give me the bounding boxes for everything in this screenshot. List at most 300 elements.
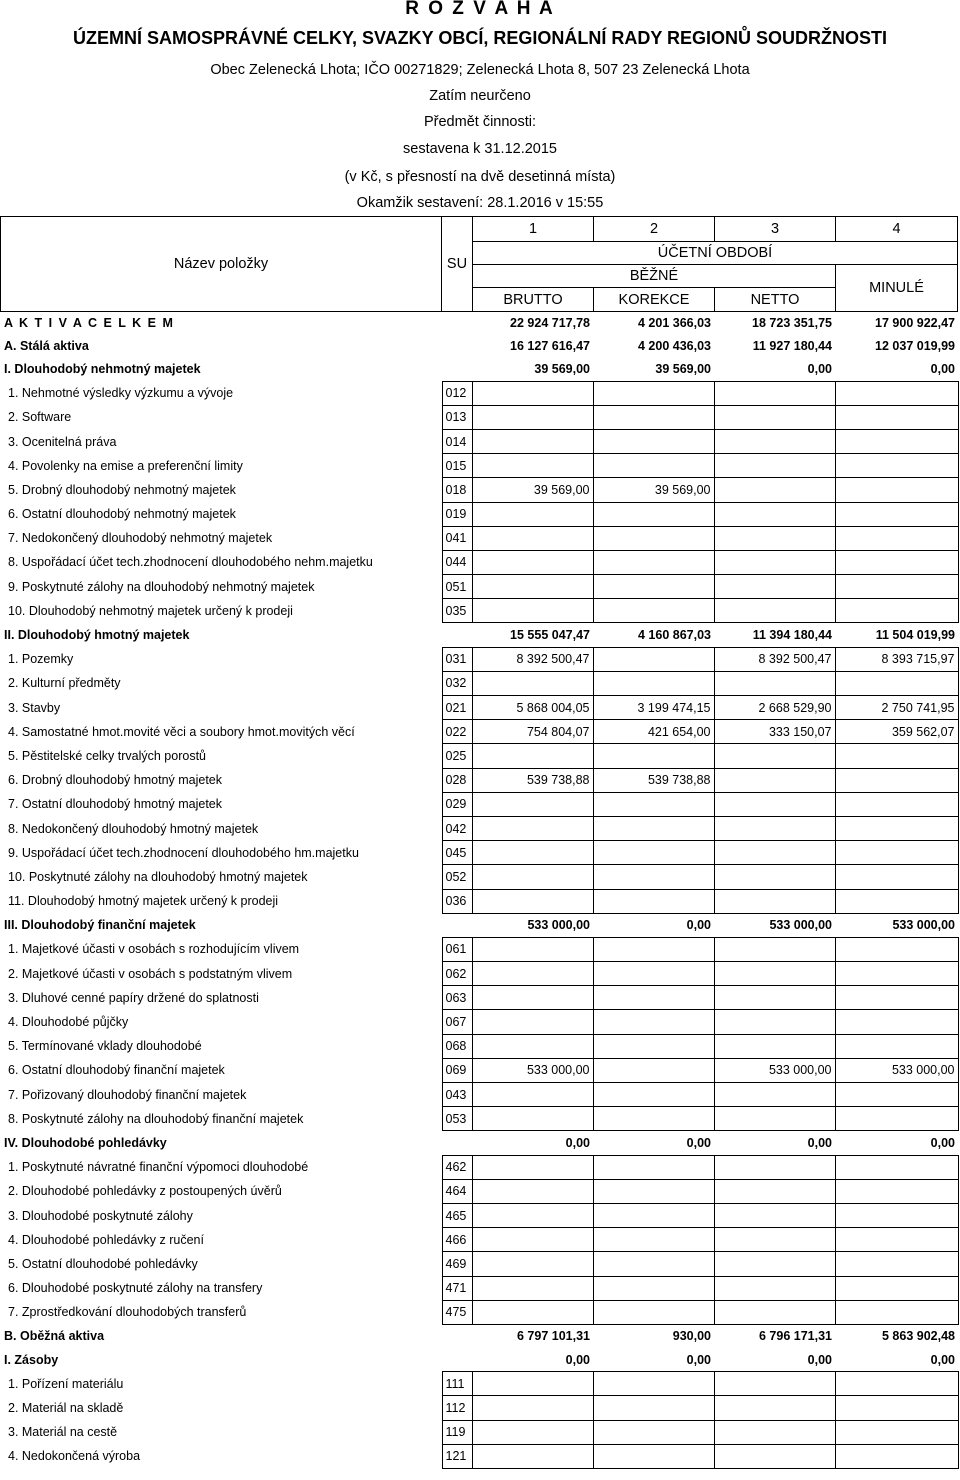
- row-korekce: [593, 937, 714, 961]
- row-minule: [835, 816, 958, 840]
- row-su: 032: [442, 671, 472, 695]
- row-name: 1. Pořízení materiálu: [8, 1376, 124, 1391]
- row-brutto: [472, 526, 593, 550]
- row-brutto: [472, 599, 593, 623]
- brutto-header: BRUTTO: [472, 287, 594, 312]
- table-row: [0, 526, 958, 550]
- row-korekce: [593, 841, 714, 865]
- table-row: [0, 1107, 958, 1131]
- row-minule: 8 393 715,97: [835, 647, 958, 671]
- row-netto: [714, 986, 835, 1010]
- row-minule: [835, 1034, 958, 1058]
- row-name: III. Dlouhodobý finanční majetek: [4, 918, 196, 933]
- row-su: 069: [442, 1058, 472, 1082]
- row-korekce: [593, 1010, 714, 1034]
- row-minule: 5 863 902,48: [882, 1329, 955, 1344]
- row-minule: [835, 937, 958, 961]
- row-su: 053: [442, 1107, 472, 1131]
- row-name: A K T I V A C E L K E M: [4, 315, 175, 330]
- row-netto: [714, 962, 835, 986]
- row-name: 5. Ostatní dlouhodobé pohledávky: [8, 1256, 198, 1271]
- row-minule: [835, 575, 958, 599]
- row-su: [442, 311, 472, 334]
- row-name: 6. Ostatní dlouhodobý finanční majetek: [8, 1063, 225, 1078]
- row-minule: 12 037 019,99: [875, 338, 955, 353]
- table-row: [0, 478, 958, 502]
- row-brutto: [472, 986, 593, 1010]
- row-su: 012: [442, 381, 472, 405]
- row-brutto: 0,00: [565, 1135, 590, 1150]
- row-name: 2. Kulturní předměty: [8, 676, 121, 691]
- row-su: 044: [442, 550, 472, 574]
- row-minule: [835, 1252, 958, 1276]
- row-korekce: [593, 381, 714, 405]
- row-korekce: [593, 1420, 714, 1444]
- row-korekce: [593, 1083, 714, 1107]
- row-netto: [714, 1252, 835, 1276]
- row-su: 035: [442, 599, 472, 623]
- row-brutto: [472, 1034, 593, 1058]
- row-minule: [835, 986, 958, 1010]
- row-brutto: [472, 1372, 593, 1396]
- row-su: 062: [442, 962, 472, 986]
- row-brutto: 539 738,88: [472, 768, 593, 792]
- column-su-header: SU: [441, 216, 473, 312]
- row-name: 2. Materiál na skladě: [8, 1401, 124, 1416]
- document-subtitle: ÚZEMNÍ SAMOSPRÁVNÉ CELKY, SVAZKY OBCÍ, REGIONÁLNÍ RADY REGIONŮ SOUDRŽNOSTI: [72, 28, 888, 48]
- row-netto: [714, 937, 835, 961]
- row-netto: [714, 1179, 835, 1203]
- table-row: [0, 1034, 958, 1058]
- row-netto: [714, 744, 835, 768]
- row-netto: 11 394 180,44: [752, 628, 832, 643]
- table-group-row: [0, 311, 958, 334]
- row-minule: [835, 792, 958, 816]
- row-name: 6. Dlouhodobé poskytnuté zálohy na transfery: [8, 1281, 263, 1296]
- row-name: 1. Nehmotné výsledky výzkumu a vývoje: [8, 386, 234, 401]
- row-name: I. Dlouhodobý nehmotný majetek: [4, 362, 201, 377]
- row-minule: 2 750 741,95: [835, 696, 958, 720]
- netto-header: NETTO: [714, 287, 836, 312]
- row-korekce: [593, 1179, 714, 1203]
- table-row: [0, 720, 958, 744]
- row-netto: [714, 1203, 835, 1227]
- table-row: [0, 381, 958, 405]
- row-su: [442, 1324, 472, 1348]
- row-netto: [714, 429, 835, 453]
- row-netto: [714, 768, 835, 792]
- row-brutto: [472, 841, 593, 865]
- row-su: 025: [442, 744, 472, 768]
- row-name: 7. Zprostředkování dlouhodobých transferů: [8, 1305, 247, 1320]
- row-netto: 11 927 180,44: [752, 338, 832, 353]
- row-brutto: [472, 1179, 593, 1203]
- row-su: 462: [442, 1155, 472, 1179]
- row-korekce: [593, 1300, 714, 1324]
- table-group-row: [0, 1348, 958, 1372]
- row-su: [442, 913, 472, 937]
- row-minule: [835, 744, 958, 768]
- row-name: 8. Poskytnuté zálohy na dlouhodobý finanční majetek: [8, 1111, 304, 1126]
- row-brutto: 533 000,00: [527, 918, 590, 933]
- table-row: [0, 962, 958, 986]
- column-number-1: 1: [472, 216, 594, 242]
- row-name: 1. Majetkové účasti v osobách s rozhodujícím vlivem: [8, 942, 300, 957]
- previous-period-header: MINULÉ: [835, 264, 958, 312]
- table-row: [0, 744, 958, 768]
- row-su: [442, 357, 472, 381]
- row-su: [442, 623, 472, 647]
- column-number-3: 3: [714, 216, 836, 242]
- row-brutto: [472, 1276, 593, 1300]
- row-minule: [835, 1107, 958, 1131]
- row-su: [442, 1348, 472, 1372]
- row-su: 052: [442, 865, 472, 889]
- row-name: 5. Pěstitelské celky trvalých porostů: [8, 748, 206, 763]
- row-netto: [714, 1276, 835, 1300]
- row-brutto: 22 924 717,78: [510, 315, 590, 330]
- row-brutto: 5 868 004,05: [472, 696, 593, 720]
- row-minule: [835, 865, 958, 889]
- table-group-row: [0, 1131, 958, 1155]
- row-minule: [835, 1396, 958, 1420]
- row-su: 471: [442, 1276, 472, 1300]
- table-row: [0, 937, 958, 961]
- row-netto: [714, 1444, 835, 1468]
- row-name: 10. Poskytnuté zálohy na dlouhodobý hmotný majetek: [8, 869, 308, 884]
- row-korekce: [593, 816, 714, 840]
- row-minule: 0,00: [930, 1352, 955, 1367]
- row-korekce: [593, 1058, 714, 1082]
- row-su: 063: [442, 986, 472, 1010]
- units-note: (v Kč, s přesností na dvě desetinná místa): [344, 169, 616, 185]
- row-minule: 11 504 019,99: [875, 628, 955, 643]
- table-row: [0, 575, 958, 599]
- row-korekce: [593, 575, 714, 599]
- row-su: 021: [442, 696, 472, 720]
- row-su: 014: [442, 429, 472, 453]
- table-row: [0, 1396, 958, 1420]
- row-brutto: [472, 937, 593, 961]
- row-name: 5. Termínované vklady dlouhodobé: [8, 1039, 202, 1054]
- row-brutto: [472, 865, 593, 889]
- table-group-row: [0, 623, 958, 647]
- row-su: 068: [442, 1034, 472, 1058]
- row-korekce: 4 160 867,03: [638, 628, 711, 643]
- row-brutto: [472, 671, 593, 695]
- column-number-2: 2: [593, 216, 715, 242]
- row-brutto: 39 569,00: [472, 478, 593, 502]
- row-minule: [835, 550, 958, 574]
- row-netto: [714, 575, 835, 599]
- row-netto: 18 723 351,75: [752, 315, 832, 330]
- row-su: 022: [442, 720, 472, 744]
- row-netto: [714, 381, 835, 405]
- row-name: 3. Dluhové cenné papíry držené do splatnosti: [8, 990, 259, 1005]
- status-line: Zatím neurčeno: [429, 88, 531, 104]
- row-netto: [714, 550, 835, 574]
- row-name: 6. Ostatní dlouhodobý nehmotný majetek: [8, 507, 236, 522]
- row-su: 121: [442, 1444, 472, 1468]
- row-korekce: [593, 502, 714, 526]
- row-su: 061: [442, 937, 472, 961]
- row-minule: 533 000,00: [835, 1058, 958, 1082]
- row-su: 041: [442, 526, 472, 550]
- row-minule: [835, 1228, 958, 1252]
- row-name: 9. Uspořádací účet tech.zhodnocení dlouhodobého hm.majetku: [8, 845, 359, 860]
- row-netto: [714, 1372, 835, 1396]
- row-name: 3. Materiál na cestě: [8, 1425, 118, 1440]
- row-name: 1. Pozemky: [8, 652, 74, 667]
- row-name: II. Dlouhodobý hmotný majetek: [4, 628, 190, 643]
- activity-line: Předmět činnosti:: [423, 114, 537, 130]
- row-netto: 0,00: [807, 361, 832, 376]
- row-minule: [835, 841, 958, 865]
- row-korekce: 4 200 436,03: [638, 338, 711, 353]
- row-netto: [714, 454, 835, 478]
- row-korekce: 39 569,00: [655, 361, 711, 376]
- row-minule: [835, 526, 958, 550]
- row-su: [442, 1131, 472, 1155]
- row-minule: [835, 381, 958, 405]
- row-korekce: [593, 889, 714, 913]
- row-minule: 0,00: [930, 1135, 955, 1150]
- accounting-period-header: ÚČETNÍ OBDOBÍ: [472, 241, 958, 265]
- row-brutto: 15 555 047,47: [510, 628, 590, 643]
- table-row: [0, 550, 958, 574]
- row-su: 031: [442, 647, 472, 671]
- row-brutto: [472, 454, 593, 478]
- row-netto: 0,00: [807, 1352, 832, 1367]
- table-row: [0, 865, 958, 889]
- row-su: 013: [442, 405, 472, 429]
- column-number-4: 4: [835, 216, 958, 242]
- row-netto: 6 796 171,31: [759, 1329, 832, 1344]
- row-netto: [714, 671, 835, 695]
- table-row: [0, 429, 958, 453]
- table-group-row: [0, 334, 958, 357]
- table-row: [0, 1058, 958, 1082]
- row-korekce: 421 654,00: [593, 720, 714, 744]
- row-korekce: 539 738,88: [593, 768, 714, 792]
- row-netto: [714, 1034, 835, 1058]
- table-group-row: [0, 1324, 958, 1348]
- row-minule: [835, 1155, 958, 1179]
- row-su: 464: [442, 1179, 472, 1203]
- row-netto: [714, 841, 835, 865]
- table-row: [0, 696, 958, 720]
- row-name: 11. Dlouhodobý hmotný majetek určený k prodeji: [8, 894, 279, 909]
- row-name: 7. Pořizovaný dlouhodobý finanční majetek: [8, 1087, 247, 1102]
- table-row: [0, 647, 958, 671]
- table-row: [0, 1228, 958, 1252]
- row-korekce: [593, 429, 714, 453]
- row-name: B. Oběžná aktiva: [4, 1329, 105, 1344]
- row-netto: [714, 526, 835, 550]
- table-row: [0, 405, 958, 429]
- row-brutto: [472, 962, 593, 986]
- row-brutto: [472, 792, 593, 816]
- korekce-header: KOREKCE: [593, 287, 715, 312]
- row-brutto: [472, 1155, 593, 1179]
- row-netto: [714, 599, 835, 623]
- row-brutto: [472, 1444, 593, 1468]
- row-netto: 533 000,00: [769, 918, 832, 933]
- row-name: 9. Poskytnuté zálohy na dlouhodobý nehmotný majetek: [8, 579, 315, 594]
- row-netto: [714, 1083, 835, 1107]
- table-row: [0, 454, 958, 478]
- row-netto: [714, 1107, 835, 1131]
- row-minule: [835, 768, 958, 792]
- row-su: 051: [442, 575, 472, 599]
- row-netto: 8 392 500,47: [714, 647, 835, 671]
- row-name: 4. Dlouhodobé půjčky: [8, 1015, 129, 1030]
- row-minule: 0,00: [930, 361, 955, 376]
- row-netto: 2 668 529,90: [714, 696, 835, 720]
- row-korekce: 0,00: [686, 1135, 711, 1150]
- row-korekce: [593, 986, 714, 1010]
- row-brutto: [472, 744, 593, 768]
- row-name: 8. Uspořádací účet tech.zhodnocení dlouhodobého nehm.majetku: [8, 555, 373, 570]
- row-korekce: [593, 1396, 714, 1420]
- row-name: 6. Drobný dlouhodobý hmotný majetek: [8, 773, 223, 788]
- row-brutto: [472, 1252, 593, 1276]
- row-minule: [835, 1203, 958, 1227]
- row-name: 8. Nedokončený dlouhodobý hmotný majetek: [8, 821, 259, 836]
- row-su: 475: [442, 1300, 472, 1324]
- row-netto: 0,00: [807, 1135, 832, 1150]
- row-brutto: [472, 405, 593, 429]
- table-row: [0, 1083, 958, 1107]
- row-netto: [714, 865, 835, 889]
- balance-sheet-rows: [0, 311, 958, 1469]
- row-name: 4. Samostatné hmot.movité věci a soubory hmot.movitých věcí: [8, 724, 355, 739]
- row-minule: [835, 889, 958, 913]
- row-korekce: [593, 1372, 714, 1396]
- row-name: 1. Poskytnuté návratné finanční výpomoci dlouhodobé: [8, 1160, 309, 1175]
- row-korekce: [593, 1228, 714, 1252]
- table-row: [0, 599, 958, 623]
- row-korekce: [593, 865, 714, 889]
- table-row: [0, 841, 958, 865]
- row-brutto: 39 569,00: [534, 361, 590, 376]
- row-name: 3. Ocenitelná práva: [8, 434, 117, 449]
- row-netto: 333 150,07: [714, 720, 835, 744]
- row-su: 019: [442, 502, 472, 526]
- compile-moment: Okamžik sestavení: 28.1.2016 v 15:55: [356, 195, 604, 211]
- row-brutto: [472, 381, 593, 405]
- table-row: [0, 1300, 958, 1324]
- row-korekce: 39 569,00: [593, 478, 714, 502]
- table-row: [0, 1420, 958, 1444]
- row-minule: [835, 1420, 958, 1444]
- row-netto: [714, 502, 835, 526]
- balance-sheet-table: [0, 311, 959, 1469]
- row-minule: [835, 405, 958, 429]
- row-brutto: [472, 575, 593, 599]
- row-name: I. Zásoby: [4, 1352, 59, 1367]
- row-brutto: 16 127 616,47: [510, 338, 590, 353]
- row-netto: [714, 1010, 835, 1034]
- row-su: 465: [442, 1203, 472, 1227]
- row-brutto: 6 797 101,31: [517, 1329, 590, 1344]
- row-korekce: [593, 671, 714, 695]
- row-minule: [835, 1276, 958, 1300]
- row-brutto: [472, 1107, 593, 1131]
- row-name: 3. Dlouhodobé poskytnuté zálohy: [8, 1208, 193, 1223]
- row-minule: [835, 1444, 958, 1468]
- row-su: 466: [442, 1228, 472, 1252]
- row-minule: [835, 599, 958, 623]
- row-minule: 533 000,00: [892, 918, 955, 933]
- row-brutto: [472, 1396, 593, 1420]
- table-row: [0, 1203, 958, 1227]
- row-korekce: [593, 1203, 714, 1227]
- row-korekce: [593, 1107, 714, 1131]
- row-name: 7. Nedokončený dlouhodobý nehmotný majetek: [8, 531, 273, 546]
- row-name: IV. Dlouhodobé pohledávky: [4, 1135, 167, 1150]
- row-minule: 359 562,07: [835, 720, 958, 744]
- row-brutto: [472, 1203, 593, 1227]
- row-brutto: [472, 1228, 593, 1252]
- row-korekce: [593, 647, 714, 671]
- row-brutto: [472, 1083, 593, 1107]
- row-brutto: [472, 502, 593, 526]
- row-su: 469: [442, 1252, 472, 1276]
- row-korekce: [593, 526, 714, 550]
- row-su: 042: [442, 816, 472, 840]
- row-korekce: 0,00: [686, 918, 711, 933]
- row-netto: [714, 1300, 835, 1324]
- row-name: 10. Dlouhodobý nehmotný majetek určený k prodeji: [8, 603, 293, 618]
- row-netto: [714, 792, 835, 816]
- row-minule: [835, 671, 958, 695]
- row-su: 112: [442, 1396, 472, 1420]
- row-minule: [835, 962, 958, 986]
- row-su: 067: [442, 1010, 472, 1034]
- row-su: 043: [442, 1083, 472, 1107]
- table-row: [0, 671, 958, 695]
- table-row: [0, 1372, 958, 1396]
- row-korekce: 4 201 366,03: [638, 315, 711, 330]
- table-row: [0, 1252, 958, 1276]
- table-group-row: [0, 357, 958, 381]
- row-brutto: [472, 1420, 593, 1444]
- row-brutto: 754 804,07: [472, 720, 593, 744]
- row-korekce: 0,00: [686, 1352, 711, 1367]
- row-minule: [835, 502, 958, 526]
- row-minule: [835, 1300, 958, 1324]
- row-netto: [714, 1228, 835, 1252]
- row-korekce: [593, 454, 714, 478]
- current-period-header: BĚŽNÉ: [472, 264, 836, 288]
- table-row: [0, 889, 958, 913]
- table-row: [0, 1444, 958, 1468]
- row-minule: [835, 454, 958, 478]
- compiled-date: sestavena k 31.12.2015: [403, 141, 557, 157]
- row-korekce: 930,00: [672, 1329, 711, 1344]
- row-name: 7. Ostatní dlouhodobý hmotný majetek: [8, 797, 223, 812]
- row-netto: [714, 405, 835, 429]
- row-brutto: [472, 1010, 593, 1034]
- row-korekce: [593, 1034, 714, 1058]
- row-netto: 533 000,00: [714, 1058, 835, 1082]
- table-row: [0, 502, 958, 526]
- row-netto: [714, 1420, 835, 1444]
- row-brutto: 0,00: [565, 1352, 590, 1367]
- row-su: 111: [442, 1372, 472, 1396]
- row-korekce: [593, 962, 714, 986]
